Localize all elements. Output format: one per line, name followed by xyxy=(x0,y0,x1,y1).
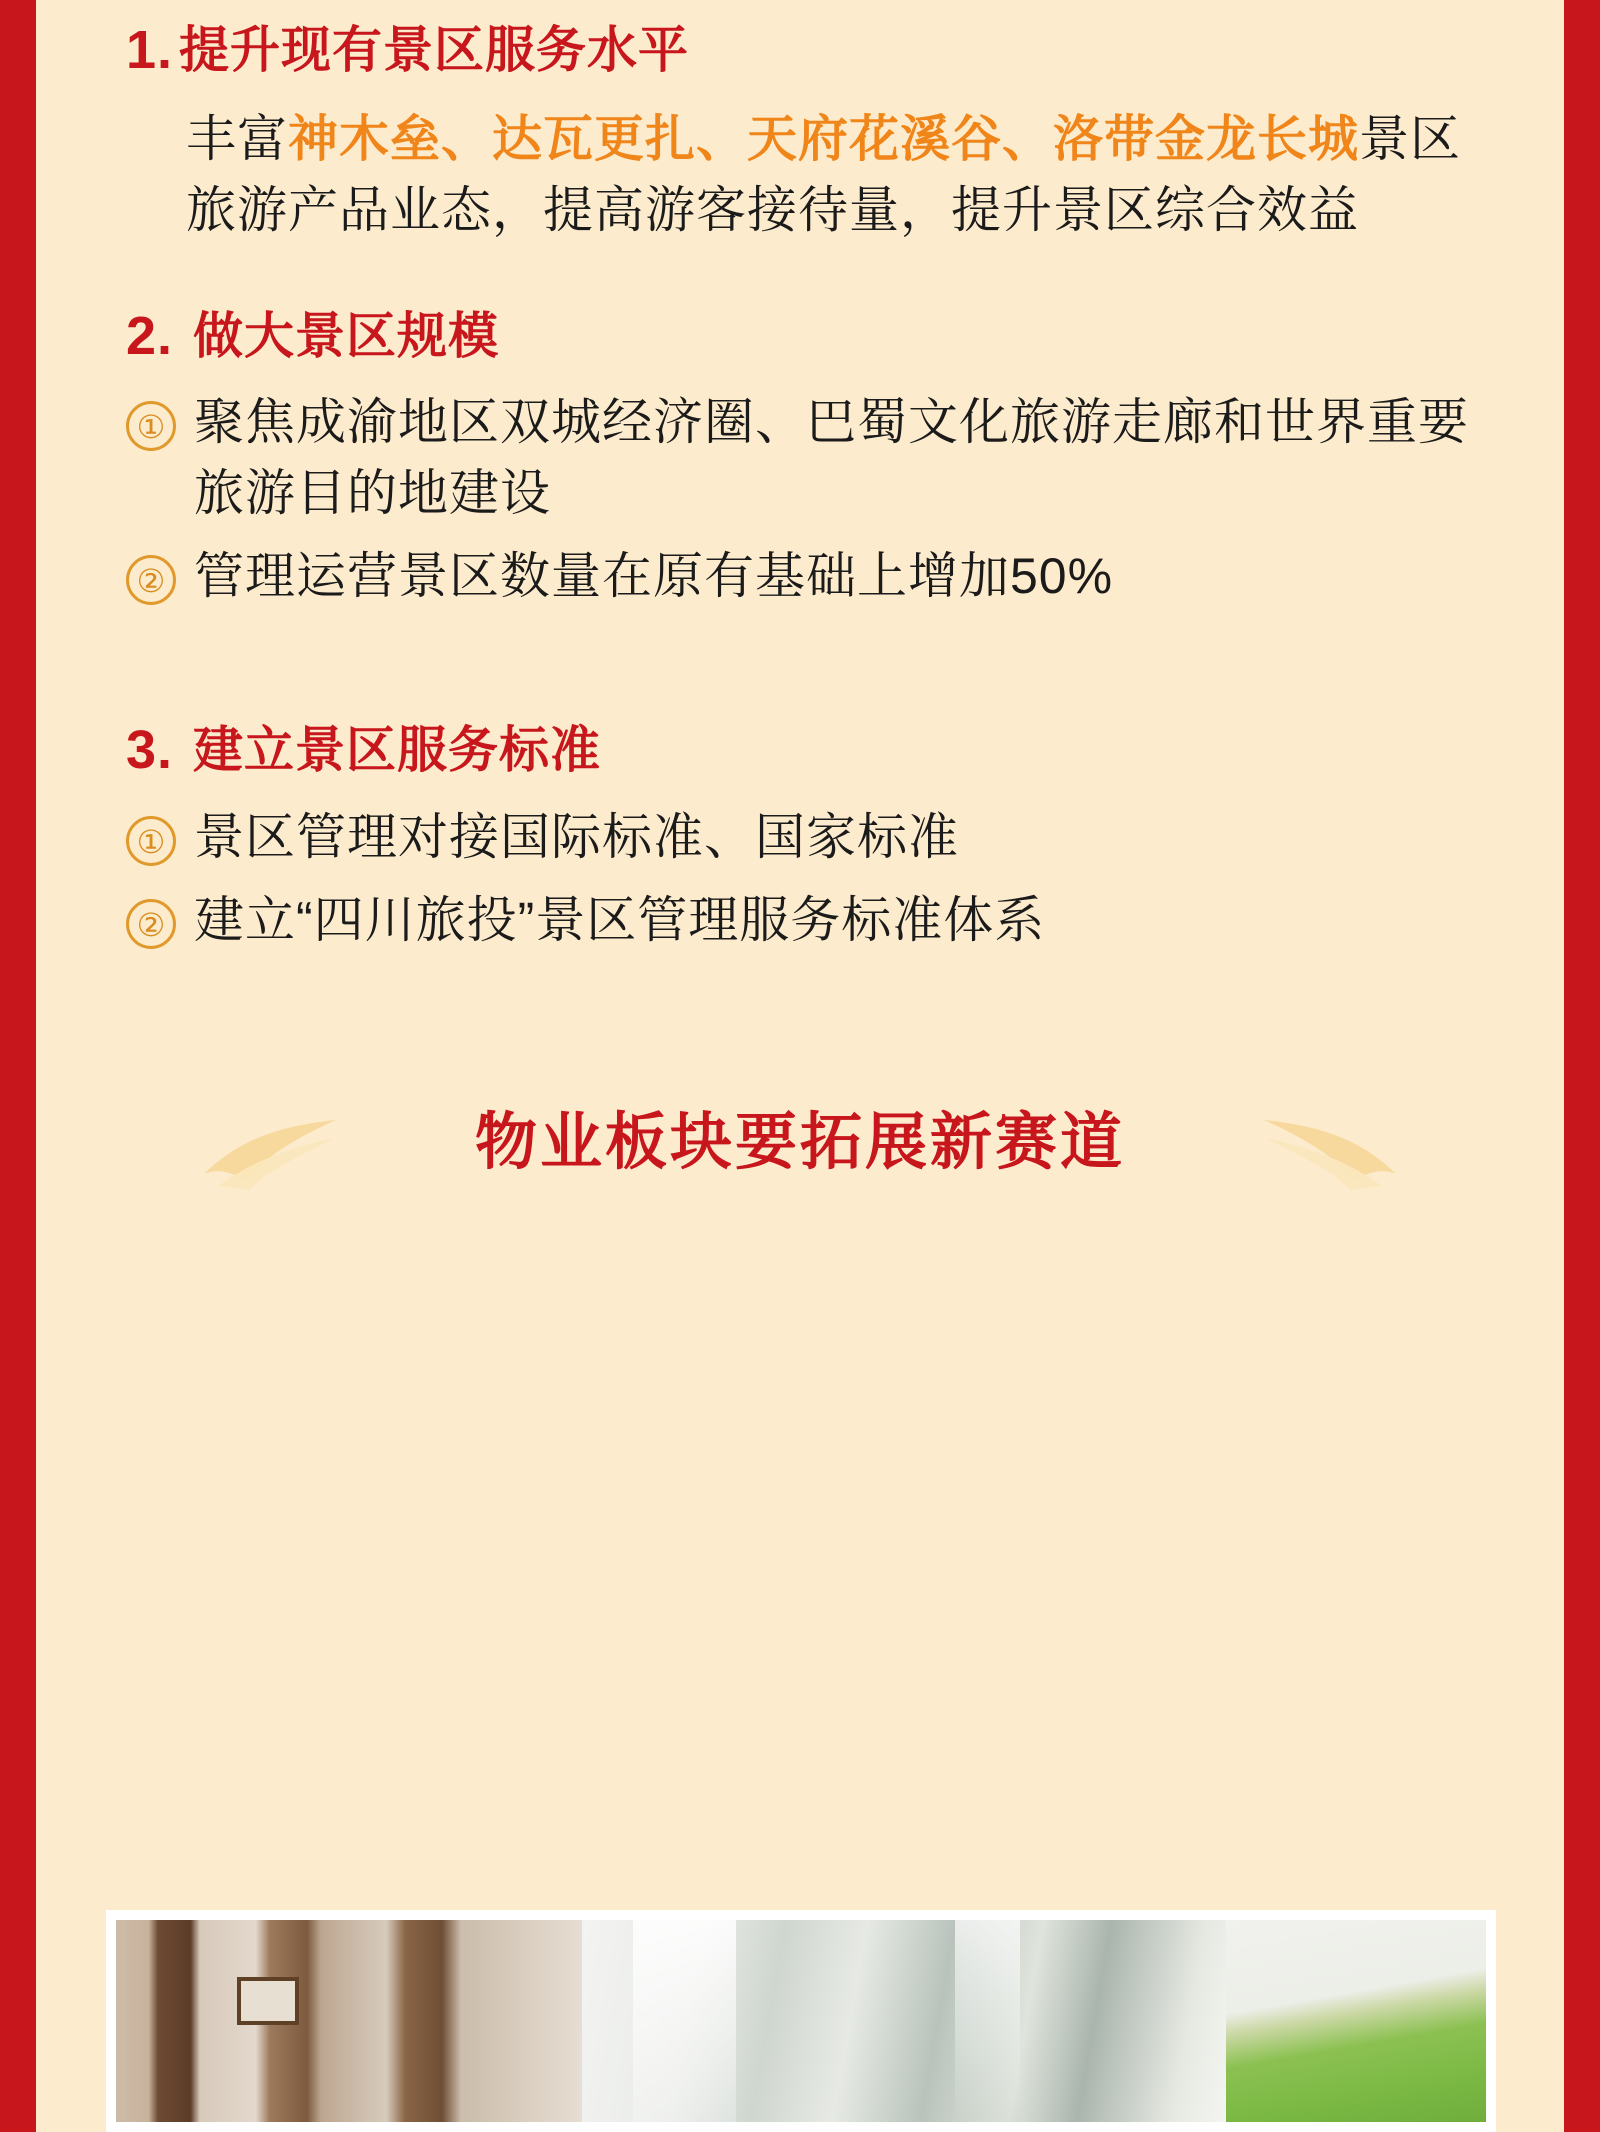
list-item-text: 建立“四川旅投”景区管理服务标准体系 xyxy=(194,891,1046,948)
section-1-paragraph-suffix: 景区旅游产品业态，提高游客接待量，提升景区综合效益 xyxy=(186,110,1461,238)
section-1-title: 提升现有景区服务水平 xyxy=(179,22,690,78)
section-3-heading xyxy=(126,722,1492,780)
list-item xyxy=(126,885,1492,956)
wing-left-icon xyxy=(196,1112,346,1192)
section-2-number: 2. xyxy=(126,305,174,366)
section-1-number: 1. xyxy=(126,20,174,80)
circled-number-icon: ② xyxy=(126,555,176,605)
list-item-text: 景区管理对接国际标准、国家标准 xyxy=(194,808,959,865)
list-item xyxy=(126,541,1492,612)
section-1-heading xyxy=(126,22,1492,80)
photo-interior-corridor xyxy=(116,1920,582,2122)
list-item-text: 聚焦成渝地区双城经济圈、巴蜀文化旅游走廊和世界重要旅游目的地建设 xyxy=(194,394,1469,521)
section-banner xyxy=(36,1106,1564,1180)
circled-number-icon: ① xyxy=(126,401,176,451)
circled-number-icon: ② xyxy=(126,899,176,949)
banner-title: 物业板块要拓展新赛道 xyxy=(474,1107,1125,1177)
section-1-paragraph-prefix: 丰富 xyxy=(186,110,288,167)
section-3-number: 3. xyxy=(126,720,174,780)
list-item-text: 管理运营景区数量在原有基础上增加50% xyxy=(194,548,1114,604)
section-1-paragraph xyxy=(126,104,1492,246)
section-3-title: 建立景区服务标准 xyxy=(193,722,602,778)
content-panel xyxy=(36,0,1564,2132)
photo-green-lawn xyxy=(1226,1920,1486,2122)
section-1-paragraph-highlight: 神木垒、达瓦更扎、天府花溪谷、洛带金龙长城 xyxy=(288,110,1359,167)
section-3 xyxy=(36,612,1564,956)
section-1 xyxy=(36,0,1564,246)
section-2 xyxy=(36,246,1564,613)
photo-bright-glass-interior xyxy=(582,1920,1226,2122)
section-2-title: 做大景区规模 xyxy=(193,307,500,364)
section-2-heading xyxy=(126,305,1492,366)
circled-number-icon: ① xyxy=(126,816,176,866)
photo-strip xyxy=(116,1920,1486,2122)
content-column xyxy=(36,0,1564,1180)
list-item xyxy=(126,802,1492,873)
wing-right-icon xyxy=(1254,1112,1404,1192)
photo-strip-frame xyxy=(106,1910,1496,2132)
list-item xyxy=(126,387,1492,529)
